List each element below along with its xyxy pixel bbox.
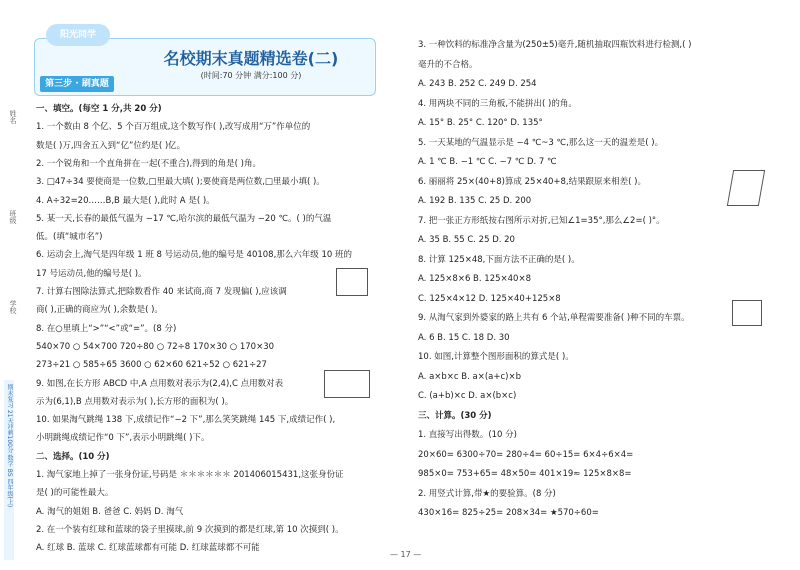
exam-title: 名校期末真题精选卷(二) [163,49,339,68]
right-line: 8. 计算 125×48,下面方法不正确的是( )。 [418,254,580,265]
left-line: 5. 某一天,长春的最低气温为 −17 ℃,哈尔滨的最低气温为 −20 ℃。( )的气温 [36,213,332,224]
left-line: 7. 计算右图除法算式,把除数看作 40 来试商,商 7 发现偏( ),应该调 [36,287,287,297]
left-line: 540×70 ○ 54×700 720÷80 ○ 72÷8 170×30 ○ 170×30 [36,341,275,352]
left-line: 1. 淘气家地上掉了一张身份证,号码是 ＊＊＊＊＊＊ 201406015431,这张身份证 [36,470,344,480]
right-line: 5. 一天某地的气温显示是 −4 ℃~3 ℃,那么这一天的温差是( )。 [418,137,664,148]
right-line: A. 35 B. 55 C. 25 D. 20 [418,235,515,245]
left-line: 一、填空。(每空 1 分,共 20 分) [36,104,162,114]
folded-square-figure [727,170,765,206]
rectangle-abcd-figure [324,370,370,398]
right-line: A. 125×8×6 B. 125×40×8 [418,274,531,284]
right-line: 985×0= 753+65= 48×50= 401×19≈ 125×8×8= [418,469,632,479]
spine-banner [4,380,14,560]
left-line: 2. 一个锐角和一个直角拼在一起(不重合),得到的角是( )角。 [36,158,261,169]
left-line: A. 红球 B. 蓝球 C. 红球蓝球都有可能 D. 红球蓝球都不可能 [36,543,260,554]
brand-logo: 阳光同学 [46,24,110,46]
right-line: C. 125×4×12 D. 125×40+125×8 [418,293,561,304]
binding-spine [0,0,30,570]
left-line: 示为(6,1),B 点用数对表示为( ),长方形的面积为( )。 [36,396,234,407]
left-line: A. 淘气的姐姐 B. 爸爸 C. 妈妈 D. 淘气 [36,506,184,517]
page-number: — 17 — [390,550,422,559]
right-line: 9. 从淘气家到外婆家的路上共有 6 个站,单程需要准备( )种不同的车票。 [418,313,690,323]
right-line: 10. 如图,计算整个图形面积的算式是( )。 [418,352,574,362]
spine-banner-text: 期末复习 21天冲刺100分 数学 BS 四年级(上) [6,384,13,508]
right-line: 1. 直接写出得数。(10 分) [418,430,517,440]
right-line: A. 15° B. 25° C. 120° D. 135° [418,118,543,128]
spine-name-label: 姓名 [9,110,17,124]
area-figure [732,300,762,326]
right-line: A. 192 B. 135 C. 25 D. 200 [418,196,532,206]
division-figure [336,268,368,296]
right-line: 毫升的不合格。 [418,59,478,70]
left-line: 2. 在一个装有红球和蓝球的袋子里摸球,前 9 次摸到的都是红球,第 10 次摸到( )。 [36,524,344,535]
left-line: 小明跳绳成绩记作“0 下”,表示小明跳绳( )下。 [36,433,210,444]
left-line: 商( ),正确的商应为( ),余数是( )。 [36,305,163,316]
left-line: 3. □47÷34 要使商是一位数,□里最大填( );要使商是两位数,□里最小填( )。 [36,177,325,188]
left-line: 8. 在○里填上“>”“<”或“=”。(8 分) [36,323,177,334]
right-line: 4. 用两块不同的三角板,不能拼出( )的角。 [418,98,577,109]
right-line: A. a×b×c B. a×(a+c)×b [418,371,522,382]
exam-subtitle: (时间:70 分钟 满分:100 分) [200,71,302,80]
left-line: 数是( )万,四舍五入到“亿”位约是( )亿。 [36,140,186,151]
step-badge: 第三步 · 刷真题 [40,76,114,92]
left-line: 二、选择。(10 分) [36,451,110,462]
left-line: 273÷21 ○ 585÷65 3600 ○ 62×60 621÷52 ○ 621÷27 [36,360,267,371]
spine-class-label: 班级 [9,210,17,224]
left-line: 1. 一个数由 8 个亿、5 个百万组成,这个数写作( ),改写成用“万”作单位的 [36,122,311,133]
left-line: 6. 运动会上,淘气是四年级 1 班 8 号运动员,他的编号是 40108,那么六年级 10 班的 [36,250,353,261]
right-line: 3. 一种饮料的标准净含量为(250±5)毫升,随机抽取四瓶饮料进行检测,( ) [418,40,692,50]
right-line: A. 1 ℃ B. −1 ℃ C. −7 ℃ D. 7 ℃ [418,157,557,167]
left-line: 低。(填“城市名”) [36,232,103,243]
right-line: 20×60= 6300÷70= 280÷4= 60÷15= 6×4÷6×4= [418,449,634,460]
right-line: 2. 用竖式计算,带★的要验算。(8 分) [418,488,556,499]
right-line: 7. 把一张正方形纸按右图所示对折,已知∠1=35°,那么∠2=( )°。 [418,215,665,226]
left-line: 10. 如果淘气跳绳 138 下,成绩记作“−2 下”,那么笑笑跳绳 145 下,成绩记作( ), [36,415,336,426]
right-line: 6. 丽丽将 25×(40+8)算成 25×40+8,结果跟原来相差( )。 [418,176,646,187]
right-line: C. (a+b)×c D. a×(b×c) [418,391,517,401]
right-line: A. 6 B. 15 C. 18 D. 30 [418,332,510,343]
left-line: 17 号运动员,他的编号是( )。 [36,268,147,279]
left-line: 4. A÷32=20……B,B 最大是( ),此时 A 是( )。 [36,195,215,206]
left-line: 是( )的可能性最大。 [36,488,114,499]
right-line: 三、计算。(30 分) [418,410,492,421]
spine-school-label: 学校 [9,300,17,314]
right-line: A. 243 B. 252 C. 249 D. 254 [418,79,537,89]
right-line: 430×16= 825÷25= 208×34= ★570÷60= [418,508,599,518]
left-line: 9. 如图,在长方形 ABCD 中,A 点用数对表示为(2,4),C 点用数对表 [36,378,284,389]
